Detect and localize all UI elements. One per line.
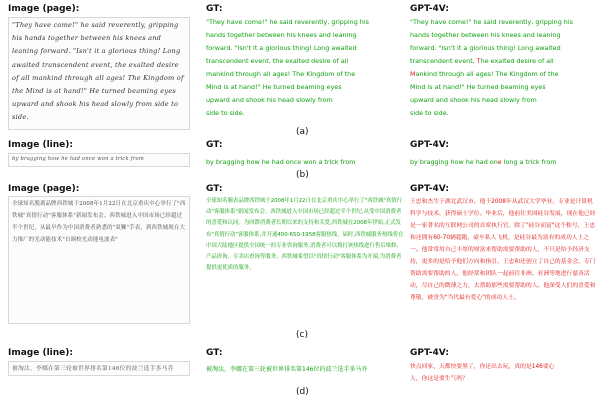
handwriting-text-c: 全球知名脱离品牌西铁城于2008年1月22日在北京重庆中心举行了"西铁城"真情行动"客服体系"新闻发布会。西铁城进入中国市场已经超过半个世纪，从最早作为中国消费者熟悉的"双狮"手表，到西铁城现在大力推广的光动能技术"自调校光动能电波表" <box>12 201 186 243</box>
handwriting-image-b <box>8 153 190 167</box>
gpt-line: Mind is at hand!" He turned beaming eyes <box>410 83 546 91</box>
gpt-line: hands together between his knees and leaning <box>410 31 561 39</box>
gt-text-a <box>206 16 406 120</box>
gpt-line: forward. "Isn't it a glorious thing! Long awaited <box>410 44 561 52</box>
gpt-line: Mankind through all ages! The Kingdom of the <box>410 70 559 78</box>
gpt4v-text-c: 王忠和杰生于湖北武汉市，他于2008年从武汉大学毕业，专业是计算机科学与技术，获得硕士学位。毕业后，他前往美国硅谷发展，现在他已经是一家著名的互联网公司的首席执行官。除了"硅谷而富"这个称号，王忠和还拥有60-70辆超跑、豪车私人飞机，是硅谷最为富有的成功人士之一。他常常用自己丰厚的财富来帮助需要帮助的人，不只是给予经济支持，更多的是给予他们方向和指引。王忠和还创立了自己的基金会，专门帮助需要帮助的人。他经常和团队一起前往非洲、亚洲等地进行慈善活动，尽自己的微薄之力，去帮助那些需要帮助的人。他深受人们的喜爱和尊敬，被誉为"当代最有爱心"的成功人士。 <box>410 199 596 301</box>
error-highlight: M <box>410 70 416 78</box>
image-page-label-c: Image (page): <box>8 184 80 194</box>
error-highlight: 146 <box>531 364 543 370</box>
gt-label-b: GT: <box>206 140 223 150</box>
gpt4v-label-c: GPT-4V: <box>410 184 449 194</box>
gt-line: side to side. <box>206 109 245 117</box>
gt-label-c: GT: <box>206 184 223 194</box>
gpt-line: upward and shook his head slowly from <box>410 96 537 104</box>
gt-line: hands together between his knees and leaning <box>206 31 357 39</box>
gpt-line: 快点回家，天都快要黑了，你还出去玩，真的是146要心 <box>410 364 555 370</box>
gpt4v-text-b: by bragging how he had one long a trick from <box>410 158 557 166</box>
gpt-line: 人，你这是要生气吗？ <box>410 376 468 382</box>
gt-text-b: by bragging how he had once won a trick from <box>206 158 356 166</box>
image-page-label-a: Image (page): <box>8 4 80 14</box>
handwriting-image-d <box>8 361 190 376</box>
gpt4v-text-d <box>410 361 600 385</box>
image-line-label-d: Image (line): <box>8 348 73 358</box>
caption-b: (b) <box>296 170 309 180</box>
gt-line: Mind is at hand!" He turned beaming eyes <box>206 83 342 91</box>
handwriting-image-a <box>8 17 190 130</box>
gpt-line: side to side. <box>410 109 449 117</box>
gt-line: forward. "Isn't it a glorious thing! Long awaited <box>206 44 357 52</box>
gt-line: "They have come!" he said reverently, gripping his <box>206 18 369 26</box>
handwriting-text-a: "They have come!" he said reverently, gripping his hands together between his knees and leaning forward. "Isn't it a glorious thing! Long awaited transcendent event, the exalted desire of all mankind through all ages! The Kingdom of the Mind is at hand!" He turned beaming eyes upward and shook his head slowly from side to side. <box>12 21 184 122</box>
gt-text-d: 被淘汰，李娜在第三轮被世界排名第146位的波兰选手多马乔 <box>206 366 368 373</box>
gt-line: mankind through all ages! The Kingdom of the <box>206 70 356 78</box>
error-highlight: T <box>476 57 481 65</box>
caption-c: (c) <box>296 330 308 340</box>
handwriting-text-b: by bragging how he had once won a trick from <box>12 156 144 162</box>
gpt-line: transcendent event, The exalted desire of all <box>410 57 554 65</box>
gpt-line: "They have come!" he said reverently, gripping his <box>410 18 573 26</box>
gpt4v-label-d: GPT-4V: <box>410 348 449 358</box>
gt-label-a: GT: <box>206 4 223 14</box>
gt-line: upward and shook his head slowly from <box>206 96 333 104</box>
handwriting-text-d: 被淘汰，李娜在第三轮被世界排名第146位的波兰选手多马乔 <box>12 366 174 372</box>
gt-text-c: 全球知名腕表品牌西铁城于2008年1月22日在北京重庆中心举行了"西铁城"真情行动"客服体系"新闻发布会。西铁城进入中国市场已经超过半个世纪,从受中国消费者的喜爱和认同。为回馈消费者长期以来的支持和关爱,西铁城在2008年伊始,正式发布"真情行动"客服体系,并开通400-650-1958客服热线。届时,西铁城服务热线将在中国大陆地区提供全国统一的专业咨询服务,消费者可以拨打该热线进行售后维修、产品咨询、专卖店查询等服务。西铁城希望以"真情行动"客服体系为开端,为消费者提供更优质的服务。 <box>206 198 404 272</box>
handwriting-image-c <box>8 196 190 324</box>
gpt4v-label-a: GPT-4V: <box>410 4 449 14</box>
gpt4v-label-b: GPT-4V: <box>410 140 449 150</box>
error-highlight: e <box>497 158 502 166</box>
gt-label-d: GT: <box>206 348 223 358</box>
caption-d: (d) <box>296 387 309 397</box>
gt-line: transcendent event, the exalted desire of all <box>206 57 349 65</box>
image-line-label-b: Image (line): <box>8 140 73 150</box>
gpt4v-text-a <box>410 16 600 120</box>
caption-a: (a) <box>296 127 309 137</box>
